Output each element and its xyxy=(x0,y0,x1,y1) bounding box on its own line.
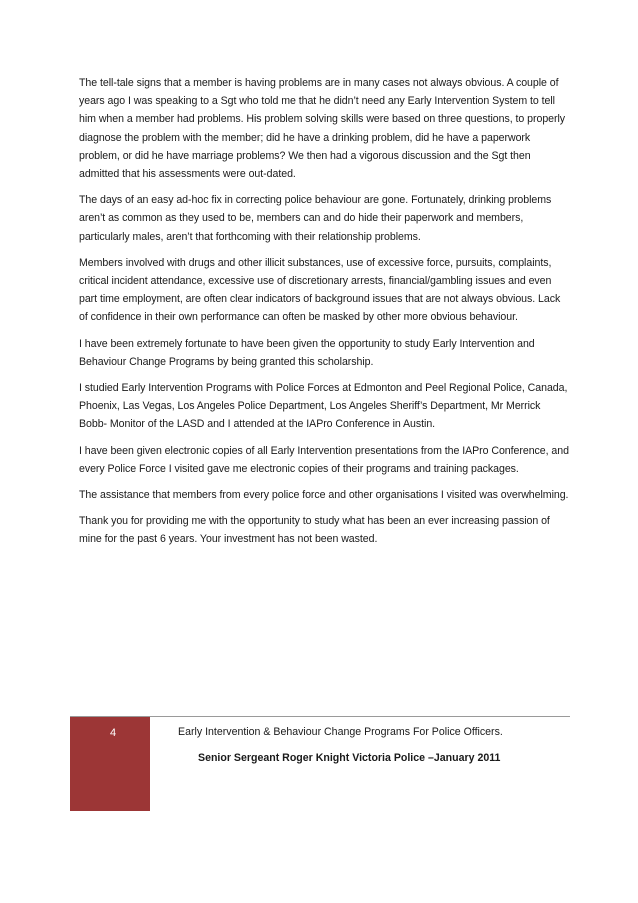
paragraph-scholarship: I have been extremely fortunate to have been given the opportunity to study Early Intervention and Behaviour Change Programs by being granted this scholarship. xyxy=(79,337,535,368)
paragraph-electronic-copies: I have been given electronic copies of all Early Intervention presentations from the IAPro Conference, and every Police Force I visited gave me electronic copies of their programs and training packages. xyxy=(79,444,569,475)
paragraph-warning-signs: The tell-tale signs that a member is having problems are in many cases not always obvious. A couple of years ago I was speaking to a Sgt who told me that he didn’t need any Early Intervention System to tell him when a member had problems. His problem solving skills were based on three questions, to properly diagnose the problem with the member; did he have a drinking problem, did he have a paperwork problem, or did he have marriage problems? We then had a vigorous discussion and the Sgt then admitted that his assessments were out-dated. xyxy=(79,77,566,181)
page-number-box xyxy=(70,716,150,811)
paragraph-programs-studied: I studied Early Intervention Programs with Police Forces at Edmonton and Peel Regional Police, Canada, Phoenix, Las Vegas, Los Angeles Police Department, Los Angeles Sheriff’s Department, Mr Merrick Bobb- Monitor of the LASD and I attended at the IAPro Conference in Austin. xyxy=(79,382,568,431)
footer-author: Senior Sergeant Roger Knight Victoria Police –January 2011 xyxy=(198,752,501,764)
page-footer xyxy=(70,716,570,811)
paragraph-ad-hoc-fix: The days of an easy ad-hoc fix in correcting police behaviour are gone. Fortunately, drinking problems aren’t as common as they used to be, members can and do hide their paperwork and members, particularly males, aren’t that forthcoming with their relationship problems. xyxy=(79,194,552,243)
paragraph-assistance: The assistance that members from every police force and other organisations I visited was overwhelming. xyxy=(79,489,569,502)
paragraph-indicators: Members involved with drugs and other illicit substances, use of excessive force, pursuits, complaints, critical incident attendance, excessive use of discretionary arrests, financial/gambling issues and even part time employment, are often clear indicators of background issues that are not always obvious. Lack of confidence in their own performance can often be masked by other more obvious behaviour. xyxy=(79,256,561,324)
footer-divider xyxy=(70,716,570,717)
paragraph-thank-you: Thank you for providing me with the opportunity to study what has been an ever increasing passion of mine for the past 6 years. Your investment has not been wasted. xyxy=(79,515,550,546)
page-number: 4 xyxy=(110,727,117,739)
body-text xyxy=(79,74,571,557)
footer-title: Early Intervention & Behaviour Change Programs For Police Officers. xyxy=(178,726,503,738)
